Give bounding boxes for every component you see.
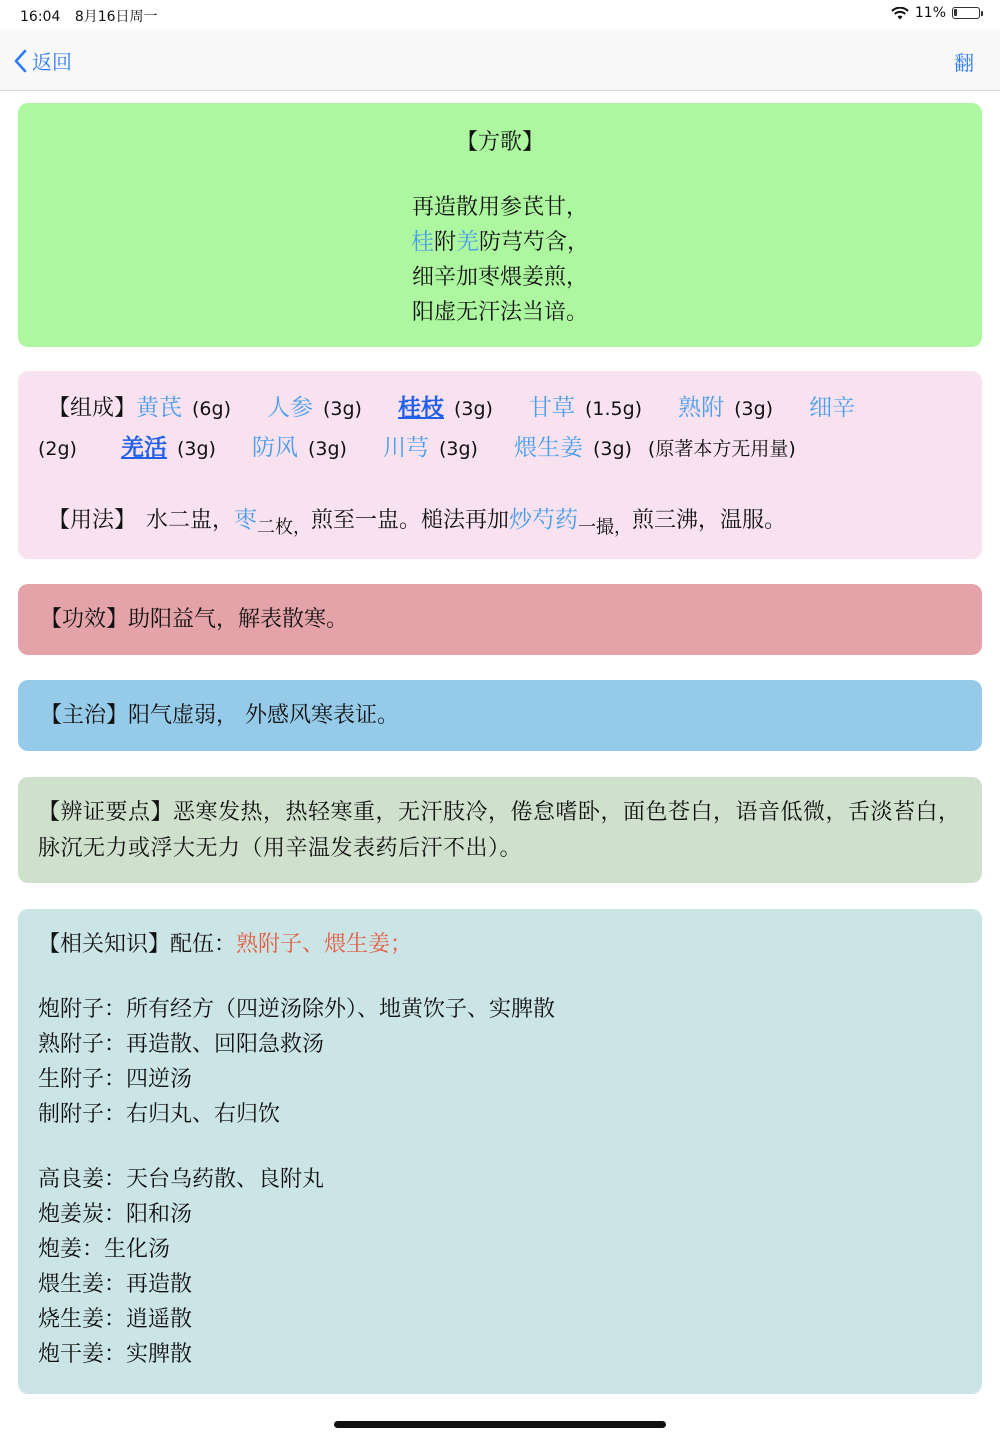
zhishi-label: 【相关知识】配伍： [38, 932, 237, 957]
zucheng-card [18, 371, 982, 559]
zhishi-item: 炮姜炭：阳和汤 [38, 1202, 193, 1227]
herb-link[interactable]: 枣 [234, 507, 258, 533]
usage-text: 水二盅， [146, 508, 235, 533]
chevron-left-icon [14, 49, 28, 73]
herb-dose: (3g) [323, 398, 362, 420]
dosage-note: (原著本方无用量) [647, 438, 796, 460]
zucheng-row-1 [48, 391, 960, 431]
zucheng-label: 【组成】 [48, 396, 137, 421]
gongxiao-card [18, 584, 982, 655]
herb-dose: (6g) [192, 398, 231, 420]
status-left [20, 6, 168, 26]
zhishi-item: 高良姜：天台乌药散、良附丸 [38, 1167, 325, 1192]
herb-link[interactable]: 煨生姜 [513, 435, 583, 461]
battery-icon [952, 7, 980, 19]
usage-label: 【用法】 [48, 508, 137, 533]
fangge-line-1: 再造散用参芪甘， [411, 195, 588, 220]
herb-dose: (3g) [734, 398, 774, 420]
battery-level [954, 9, 957, 16]
herb-link[interactable]: 防风 [251, 435, 298, 461]
back-button-label: 返回 [32, 50, 72, 74]
fangge-line-4: 阳虚无汗法当谙。 [411, 300, 588, 325]
bianzheng-text: 【辨证要点】恶寒发热，热轻寒重，无汗肢冷，倦怠嗜卧，面色苍白，语音低微，舌淡苔白，脉沉无力或浮大无力（用辛温发表药后汗不出）。 [38, 800, 961, 861]
zhishi-item: 炮姜：生化汤 [38, 1237, 171, 1262]
fangge-line-3: 细辛加枣煨姜煎， [411, 265, 588, 290]
herb-link[interactable]: 炒芍药 [509, 507, 579, 533]
zhishi-header [38, 927, 964, 962]
herb-link[interactable]: 羌 [456, 229, 479, 255]
zhishi-item: 制附子：右归丸、右归饮 [38, 1102, 281, 1127]
herb-dose: (2g) [38, 438, 77, 460]
back-button[interactable] [14, 46, 72, 75]
home-indicator[interactable] [334, 1421, 666, 1428]
status-bar [0, 0, 1000, 30]
flip-button[interactable]: 翻 [954, 51, 974, 75]
zhishi-item: 生附子：四逆汤 [38, 1067, 193, 1092]
usage-text: 煎至一盅。槌法再加 [311, 508, 510, 533]
zhishi-item: 炮干姜：实脾散 [38, 1342, 193, 1367]
herb-dose: (3g) [453, 398, 493, 420]
zucheng-row-2 [38, 431, 960, 471]
herb-dose: (3g) [592, 438, 632, 460]
usage-subscript: 一撮， [578, 517, 633, 538]
battery-percent: 11% [914, 5, 946, 21]
fangge-title: 【方歌】 [455, 130, 544, 155]
navigation-bar [0, 30, 1000, 91]
herb-link[interactable]: 桂 [410, 229, 434, 255]
herb-dose: (3g) [307, 438, 347, 460]
status-date: 8月16日周一 [74, 9, 158, 25]
herb-dose: (1.5g) [584, 398, 643, 420]
gongxiao-text: 【功效】助阳益气，解表散寒。 [40, 607, 349, 632]
status-time: 16:04 [20, 9, 61, 25]
herb-link[interactable]: 人参 [267, 395, 313, 421]
zhishi-item: 烧生姜：逍遥散 [38, 1307, 193, 1332]
herb-link[interactable]: 黄芪 [136, 395, 183, 421]
herb-link[interactable]: 细辛 [809, 395, 856, 421]
herb-link[interactable]: 川芎 [382, 435, 429, 461]
fangge-card [18, 103, 982, 347]
usage-row [48, 503, 960, 543]
herb-link[interactable]: 熟附 [678, 395, 725, 421]
usage-subscript: 二枚， [257, 517, 312, 538]
zhishi-item: 煨生姜：再造散 [38, 1272, 193, 1297]
fangge-line-2 [18, 225, 982, 260]
herb-link-highlighted[interactable]: 桂枝 [397, 395, 444, 421]
herb-link[interactable]: 甘草 [528, 395, 575, 421]
wifi-icon [891, 7, 909, 20]
zhishi-card [18, 909, 982, 1394]
status-right [891, 5, 980, 21]
fangge-text: 防芎芍含， [479, 230, 590, 255]
herb-dose: (3g) [176, 438, 216, 460]
herb-dose: (3g) [438, 438, 478, 460]
fangge-text: 附 [433, 230, 456, 255]
zhishi-item: 熟附子：再造散、回阳急救汤 [38, 1032, 325, 1057]
zhishi-highlight: 熟附子、煨生姜； [236, 932, 413, 957]
usage-text: 煎三沸，温服。 [632, 508, 787, 533]
zhuzhi-card [18, 680, 982, 751]
bianzheng-card [18, 777, 982, 883]
zhishi-item: 炮附子：所有经方（四逆汤除外）、地黄饮子、实脾散 [38, 997, 556, 1022]
zhuzhi-text: 【主治】阳气虚弱， 外感风寒表证。 [40, 703, 399, 728]
herb-link-highlighted[interactable]: 羌活 [120, 435, 167, 461]
